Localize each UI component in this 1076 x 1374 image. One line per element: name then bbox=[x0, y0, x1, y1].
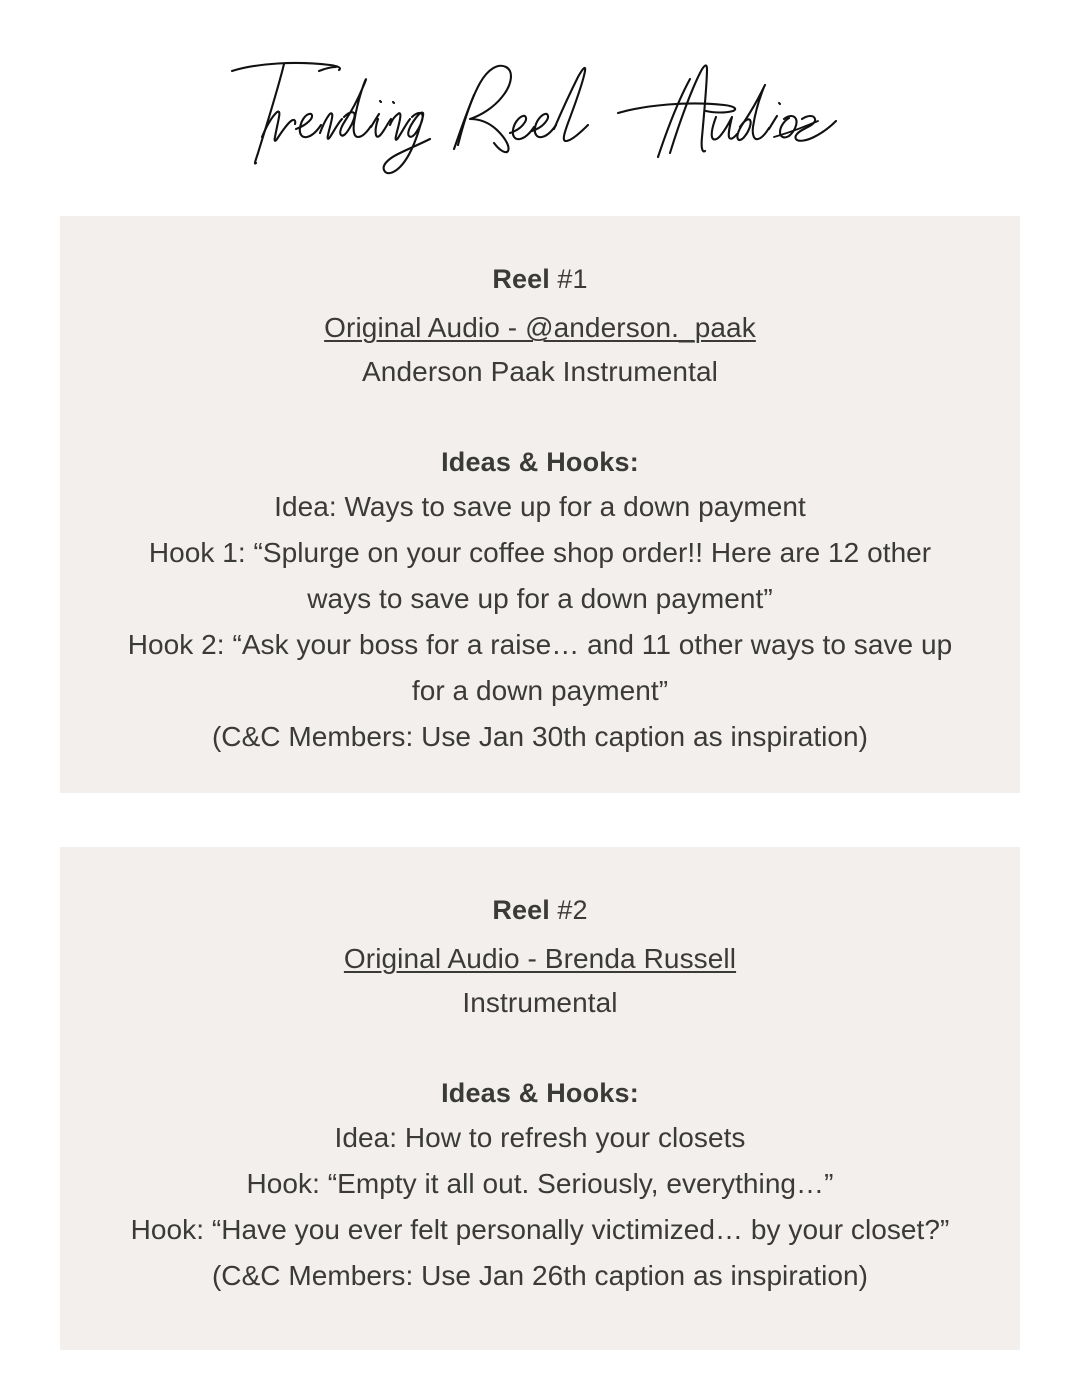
reel-heading-number: #1 bbox=[549, 264, 588, 294]
section-spacer bbox=[116, 394, 964, 440]
original-audio-link[interactable]: Original Audio - @anderson._paak bbox=[324, 312, 756, 343]
reel-heading-bold: Reel bbox=[492, 895, 550, 925]
hook-line: Hook 1: “Splurge on your coffee shop order!! Here are 12 other ways to save up for a down payment” bbox=[148, 537, 932, 614]
audio-link-row bbox=[116, 306, 964, 350]
audio-subtitle: Instrumental bbox=[462, 987, 618, 1018]
reel-heading-bold: Reel bbox=[492, 264, 550, 294]
ideas-hooks-body bbox=[116, 484, 964, 760]
page-title bbox=[0, 44, 1076, 184]
hook-line: Hook: “Empty it all out. Seriously, everything…” bbox=[246, 1168, 834, 1199]
audio-subtitle: Anderson Paak Instrumental bbox=[362, 356, 718, 387]
members-note-line: (C&C Members: Use Jan 30th caption as inspiration) bbox=[211, 721, 869, 752]
reel-card bbox=[60, 847, 1020, 1350]
ideas-hooks-heading: Ideas & Hooks: bbox=[441, 447, 639, 477]
idea-line: Idea: How to refresh your closets bbox=[334, 1122, 746, 1153]
title-script-artwork bbox=[218, 49, 858, 179]
reel-card bbox=[60, 216, 1020, 793]
audio-link-row bbox=[116, 937, 964, 981]
reel-heading-number: #2 bbox=[549, 895, 588, 925]
ideas-hooks-heading: Ideas & Hooks: bbox=[441, 1078, 639, 1108]
original-audio-link[interactable]: Original Audio - Brenda Russell bbox=[343, 943, 737, 974]
reel-heading bbox=[116, 256, 964, 302]
reel-heading bbox=[116, 887, 964, 933]
hook-line: Hook: “Have you ever felt personally victimized… by your closet?” bbox=[130, 1214, 950, 1245]
idea-line: Idea: Ways to save up for a down payment bbox=[274, 491, 806, 522]
ideas-hooks-body bbox=[116, 1115, 964, 1299]
section-spacer bbox=[116, 1025, 964, 1071]
hook-line: Hook 2: “Ask your boss for a raise… and 11 other ways to save up for a down payment” bbox=[127, 629, 953, 706]
members-note-line: (C&C Members: Use Jan 26th caption as inspiration) bbox=[211, 1260, 869, 1291]
